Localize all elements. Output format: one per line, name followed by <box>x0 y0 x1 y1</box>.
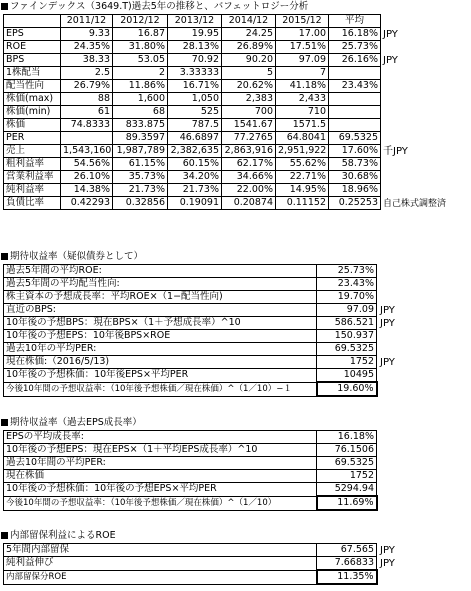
row-value: 69.5325 <box>317 457 377 470</box>
table-cell: 0.25253 <box>329 197 381 210</box>
table-cell: 0.32856 <box>113 197 168 210</box>
table-cell: 7 <box>276 67 329 80</box>
table-row <box>4 330 377 343</box>
row-value: 97.09 <box>317 304 377 317</box>
table-cell: 14.95% <box>276 184 329 197</box>
row-label: 純利益率 <box>4 184 61 197</box>
expected-return-eps-table <box>3 430 378 511</box>
table-cell: 53.05 <box>113 54 168 67</box>
table-row <box>4 431 377 444</box>
row-label: 現在株価:（2016/5/13) <box>4 356 317 369</box>
table-cell: 22.00% <box>222 184 276 197</box>
table-cell: 0.11152 <box>276 197 329 210</box>
row-label: 過去5年間の平均配当性向: <box>4 278 317 291</box>
unit-label: JPY <box>380 304 395 316</box>
header-cell <box>4 15 61 28</box>
row-label: EPSの平均成長率: <box>4 431 317 444</box>
table-cell: 0.20874 <box>222 197 276 210</box>
row-label: 10年後の予想EPS：10年後BPS×ROE <box>4 330 317 343</box>
row-value: 1752 <box>317 470 377 483</box>
table-cell: 97.09 <box>276 54 329 67</box>
table-row <box>4 570 377 584</box>
row-label: 1株配当 <box>4 67 61 80</box>
unit-label: JPY <box>380 317 395 329</box>
unit-label: JPY <box>383 28 398 40</box>
table-cell: 26.79% <box>61 80 113 93</box>
table-cell: 77.2765 <box>222 132 276 145</box>
row-label: 5年間内部留保 <box>4 544 317 557</box>
table-cell: 18.96% <box>329 184 381 197</box>
table-cell: 26.89% <box>222 41 276 54</box>
retained-earnings-roe-table <box>3 543 378 585</box>
table-cell: 35.73% <box>113 171 168 184</box>
unit-label: 自己株式調整済 <box>383 198 447 209</box>
table-row <box>4 382 377 396</box>
row-label: 今後10年間の予想収益率：（10年後予想株価／現在株価）^（1／10）−１ <box>4 382 317 396</box>
expected-return-bond-table <box>3 264 378 397</box>
unit-label: JPY <box>380 557 395 569</box>
table-cell: 2,863,916 <box>222 145 276 158</box>
table-row <box>4 278 377 291</box>
bullet-square-icon <box>1 253 8 260</box>
table-cell: 24.35% <box>61 41 113 54</box>
row-label: 過去10年の平均PER: <box>4 343 317 356</box>
table-cell: 1,987,789 <box>113 145 168 158</box>
row-label: 10年後の予想EPS：現在EPS×（1＋平均EPS成長率）^10 <box>4 444 317 457</box>
table-row <box>4 483 377 497</box>
table-row <box>4 356 377 369</box>
row-value: 150.937 <box>317 330 377 343</box>
table-cell: 3.33333 <box>168 67 222 80</box>
table-cell <box>329 93 381 106</box>
header-cell: 2015/12 <box>276 15 329 28</box>
table-cell: 41.18% <box>276 80 329 93</box>
table-cell: 55.62% <box>276 158 329 171</box>
table-row <box>4 171 381 184</box>
table-cell: 16.87 <box>113 28 168 41</box>
table-cell: 2,382,635 <box>168 145 222 158</box>
row-value: 19.60% <box>317 382 377 396</box>
table-cell: 70.92 <box>168 54 222 67</box>
row-label: ROE <box>4 41 61 54</box>
table-cell: 28.13% <box>168 41 222 54</box>
table-cell: 26.16% <box>329 54 381 67</box>
table-row <box>4 470 377 483</box>
table-cell: 700 <box>222 106 276 119</box>
bullet-square-icon <box>1 419 8 426</box>
row-value: 5294.94 <box>317 483 377 497</box>
row-value: 1752 <box>317 356 377 369</box>
table-cell: 17.00 <box>276 28 329 41</box>
table-cell: 1541.67 <box>222 119 276 132</box>
bullet-square-icon <box>1 3 8 10</box>
table-cell: 16.18% <box>329 28 381 41</box>
table-row <box>4 304 377 317</box>
table-cell: 19.95 <box>168 28 222 41</box>
row-label: 株価(min) <box>4 106 61 119</box>
row-value: 25.73% <box>317 265 377 278</box>
table-cell: 22.71% <box>276 171 329 184</box>
table-cell: 58.73% <box>329 158 381 171</box>
row-label: 内部留保分ROE <box>4 570 317 584</box>
table-row <box>4 343 377 356</box>
section-title-eps: 期待収益率（過去EPS成長率） <box>0 416 142 429</box>
row-label: 負債比率 <box>4 197 61 210</box>
row-value: 10495 <box>317 369 377 383</box>
table-cell: 69.5325 <box>329 132 381 145</box>
row-label: 今後10年間の予想収益率：（10年後予想株価／現在株価）^（1／10） <box>4 496 317 510</box>
header-cell: 2013/12 <box>168 15 222 28</box>
table-row <box>4 28 381 41</box>
row-label: BPS <box>4 54 61 67</box>
table-row <box>4 132 381 145</box>
row-value: 76.1506 <box>317 444 377 457</box>
row-label: 株価(max) <box>4 93 61 106</box>
row-label: 純利益伸び <box>4 557 317 571</box>
table-row <box>4 291 377 304</box>
table-row <box>4 197 381 210</box>
table-row <box>4 184 381 197</box>
row-label: 株主資本の予想成長率：平均ROE×（1−配当性向) <box>4 291 317 304</box>
unit-label: JPY <box>380 544 395 556</box>
table-row <box>4 106 381 119</box>
row-label: 直近のBPS: <box>4 304 317 317</box>
table-cell: 90.20 <box>222 54 276 67</box>
section-title-bond: 期待収益率（疑似債券として） <box>0 250 143 263</box>
table-cell: 25.73% <box>329 41 381 54</box>
table-cell <box>329 119 381 132</box>
row-value: 67.565 <box>317 544 377 557</box>
row-label: 売上 <box>4 145 61 158</box>
table-cell: 525 <box>168 106 222 119</box>
table-cell: 62.17% <box>222 158 276 171</box>
row-label: 株価 <box>4 119 61 132</box>
table-cell: 2,433 <box>276 93 329 106</box>
table-row <box>4 119 381 132</box>
table-cell: 21.73% <box>168 184 222 197</box>
header-cell: 2011/12 <box>61 15 113 28</box>
table-row <box>4 496 377 510</box>
table-row <box>4 54 381 67</box>
table-cell: 5 <box>222 67 276 80</box>
table-row <box>4 317 377 330</box>
table-cell: 20.62% <box>222 80 276 93</box>
table-cell: 30.68% <box>329 171 381 184</box>
row-value: 586.521 <box>317 317 377 330</box>
table-row <box>4 80 381 93</box>
table-cell: 9.33 <box>61 28 113 41</box>
table-cell: 64.8041 <box>276 132 329 145</box>
table-row <box>4 444 377 457</box>
table-cell: 24.25 <box>222 28 276 41</box>
row-value: 11.35% <box>317 570 377 584</box>
unit-label: JPY <box>383 54 398 66</box>
table-row <box>4 93 381 106</box>
table-row <box>4 145 381 158</box>
unit-label: 千JPY <box>383 145 408 157</box>
unit-label: JPY <box>380 356 395 368</box>
table-cell: 11.86% <box>113 80 168 93</box>
row-label: 過去10年間の平均PER: <box>4 457 317 470</box>
table-cell: 833.875 <box>113 119 168 132</box>
table-row <box>4 158 381 171</box>
row-value: 7.66833 <box>317 557 377 571</box>
table-cell: 61.15% <box>113 158 168 171</box>
table-cell: 74.8333 <box>61 119 113 132</box>
header-cell: 2014/12 <box>222 15 276 28</box>
table-cell: 89.3597 <box>113 132 168 145</box>
row-value: 69.5325 <box>317 343 377 356</box>
table-cell: 60.15% <box>168 158 222 171</box>
table-cell: 2,383 <box>222 93 276 106</box>
table-cell <box>329 106 381 119</box>
row-label: 10年後の予想株価：10年後の予想EPS×平均PER <box>4 483 317 497</box>
table-cell: 787.5 <box>168 119 222 132</box>
table-row <box>4 265 377 278</box>
row-label: 粗利益率 <box>4 158 61 171</box>
row-value: 11.69% <box>317 496 377 510</box>
table-row <box>4 544 377 557</box>
table-cell: 26.10% <box>61 171 113 184</box>
table-cell: 0.42293 <box>61 197 113 210</box>
row-label: 10年後の予想BPS：現在BPS×（1＋予想成長率）^10 <box>4 317 317 330</box>
row-value: 16.18% <box>317 431 377 444</box>
row-value: 19.70% <box>317 291 377 304</box>
main-title: ファインデックス（3649.T)過去5年の推移と、バフェットロジー分析 <box>0 0 308 13</box>
table-cell: 710 <box>276 106 329 119</box>
table-cell: 38.33 <box>61 54 113 67</box>
section-title-retained: 内部留保利益によるROE <box>0 529 116 542</box>
table-cell <box>329 67 381 80</box>
table-cell <box>61 132 113 145</box>
table-cell: 34.20% <box>168 171 222 184</box>
table-cell: 2.5 <box>61 67 113 80</box>
row-label: EPS <box>4 28 61 41</box>
row-label: 過去5年間の平均ROE: <box>4 265 317 278</box>
table-cell: 17.60% <box>329 145 381 158</box>
table-row <box>4 41 381 54</box>
row-label: PER <box>4 132 61 145</box>
table-cell: 17.51% <box>276 41 329 54</box>
table-cell: 34.66% <box>222 171 276 184</box>
table-row <box>4 369 377 383</box>
table-cell: 68 <box>113 106 168 119</box>
table-cell: 16.71% <box>168 80 222 93</box>
table-cell: 14.38% <box>61 184 113 197</box>
header-cell: 平均 <box>329 15 381 28</box>
table-cell: 1,600 <box>113 93 168 106</box>
row-label: 配当性向 <box>4 80 61 93</box>
table-header-row <box>4 15 381 28</box>
row-label: 10年後の予想株価：10年後EPS×平均PER <box>4 369 317 383</box>
table-cell: 1571.5 <box>276 119 329 132</box>
table-row <box>4 67 381 80</box>
table-cell: 1,050 <box>168 93 222 106</box>
table-cell: 46.6897 <box>168 132 222 145</box>
table-cell: 88 <box>61 93 113 106</box>
row-label: 営業利益率 <box>4 171 61 184</box>
bullet-square-icon <box>1 532 8 539</box>
header-cell: 2012/12 <box>113 15 168 28</box>
table-cell: 0.19091 <box>168 197 222 210</box>
table-cell: 2 <box>113 67 168 80</box>
table-cell: 21.73% <box>113 184 168 197</box>
row-value: 23.43% <box>317 278 377 291</box>
table-cell: 2,951,922 <box>276 145 329 158</box>
table-row <box>4 557 377 571</box>
table-cell: 61 <box>61 106 113 119</box>
table-cell: 1,543,160 <box>61 145 113 158</box>
table-cell: 23.43% <box>329 80 381 93</box>
financial-history-table <box>3 14 381 210</box>
row-label: 現在株価 <box>4 470 317 483</box>
table-cell: 31.80% <box>113 41 168 54</box>
table-cell: 54.56% <box>61 158 113 171</box>
table-row <box>4 457 377 470</box>
